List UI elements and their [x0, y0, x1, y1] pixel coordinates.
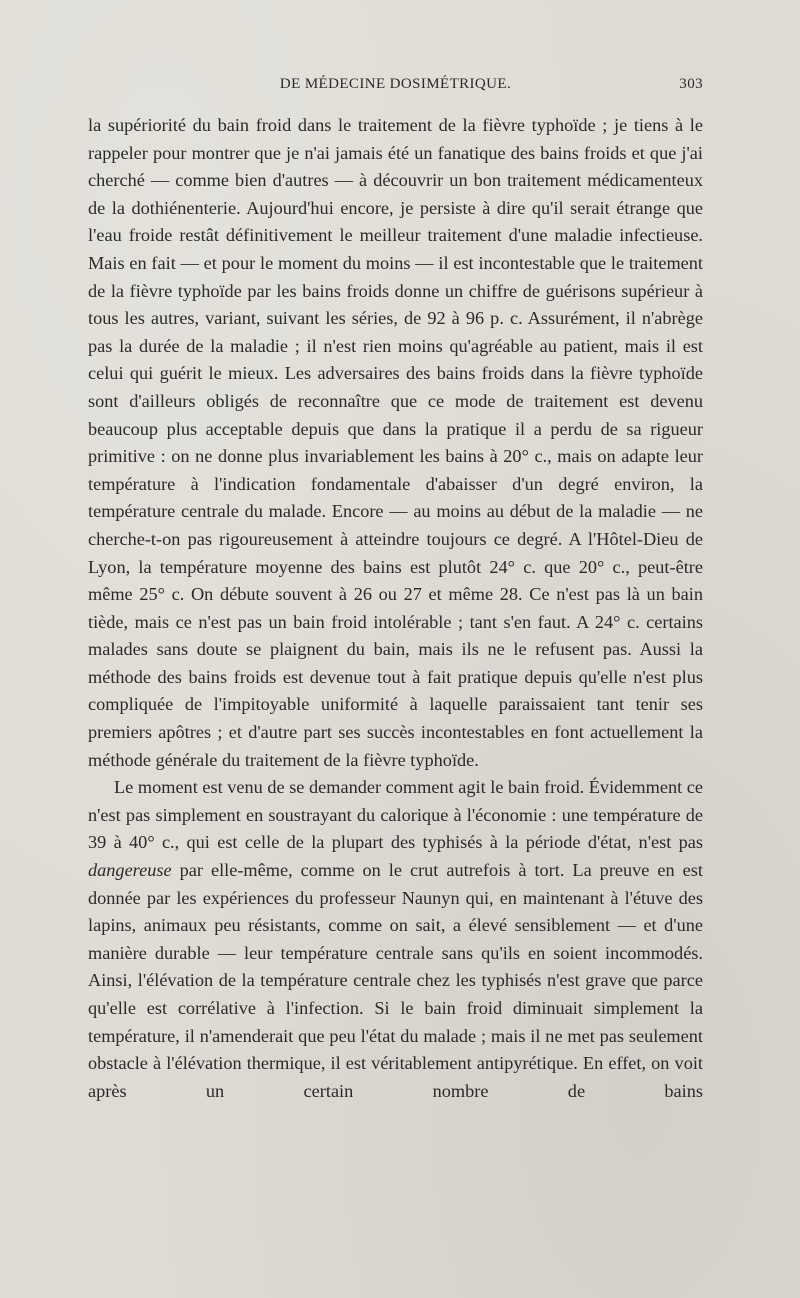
paragraph-text: Le moment est venu de se demander comment agit le bain froid. Évidemment ce n'est pas simplement en soustrayant du calorique à l'économie : une température de 39 à 40° c., qui est celle de la plupart des typhisés à la période d'état, n'est pas: [88, 777, 703, 853]
emphasis-text: dangereuse: [88, 860, 172, 881]
paragraph-text: la supériorité du bain froid dans le traitement de la fièvre typhoïde ; je tiens à le rappeler pour montrer que je n'ai jamais été un fanatique des bains froids et que j'ai cherché — comme bien d'autres — à découvrir un bon traitement médicamenteux de la dothiénenterie. Aujourd'hui encore, je persiste à dire qu'il serait étrange que l'eau froide restât définitivement le meilleur traitement d'une maladie infectieuse. Mais en fait — et pour le moment du moins — il est incontestable que le traitement de la fièvre typhoïde par les bains froids donne un chiffre de guérisons supérieur à tous les autres, variant, suivant les séries, de 92 à 96 p. c. Assurément, il n'abrège pas la durée de la maladie ; il n'est rien moins qu'agréable au patient, mais il est celui qui guérit le mieux. Les adversaires des bains froids dans la fièvre typhoïde sont d'ailleurs obligés de reconnaître que ce mode de traitement est devenu beaucoup plus acceptable depuis que dans la pratique il a perdu de sa rigueur primitive : on ne donne plus invariablement les bains à 20° c., mais on adapte leur température à l'indication fondamentale d'abaisser d'un degré environ, la température centrale du malade. Encore — au moins au début de la maladie — ne cherche-t-on pas rigoureusement à atteindre toujours ce degré. A l'Hôtel-Dieu de Lyon, la température moyenne des bains est plutôt 24° c. que 20° c., peut-être même 25° c. On débute souvent à 26 ou 27 et même 28. Ce n'est pas là un bain tiède, mais ce n'est pas un bain froid intolérable ; tant s'en faut. A 24° c. certains malades sans doute se plaignent du bain, mais ils ne le refusent pas. Aussi la méthode des bains froids est devenue tout à fait pratique depuis qu'elle n'est plus compliquée de l'impitoyable uniformité à laquelle paraissaient tant tenir ses premiers apôtres ; et d'autre part ses succès incontestables en font actuellement la méthode générale du traitement de la fièvre typhoïde.: [88, 115, 703, 770]
paragraph: [88, 112, 703, 774]
running-head: [88, 76, 703, 98]
body-text: [88, 112, 703, 1105]
paragraph-text: par elle-même, comme on le crut autrefois à tort. La preuve en est donnée par les expériences du professeur Naunyn qui, en maintenant à l'étuve des lapins, animaux peu résistants, comme on sait, a élevé sensiblement — et d'une manière durable — leur température centrale sans qu'ils en soient incommodés. Ainsi, l'élévation de la température centrale chez les typhisés n'est grave que parce qu'elle est corrélative à l'infection. Si le bain froid diminuait simplement la température, il n'amenderait que peu l'état du malade ; mais il ne met pas seulement obstacle à l'élévation thermique, il est véritablement antipyrétique. En effet, on voit après un certain nombre de bains: [88, 860, 703, 1101]
paragraph: [88, 774, 703, 1105]
page-number: 303: [679, 76, 703, 92]
running-title: DE MÉDECINE DOSIMÉTRIQUE.: [279, 76, 512, 92]
